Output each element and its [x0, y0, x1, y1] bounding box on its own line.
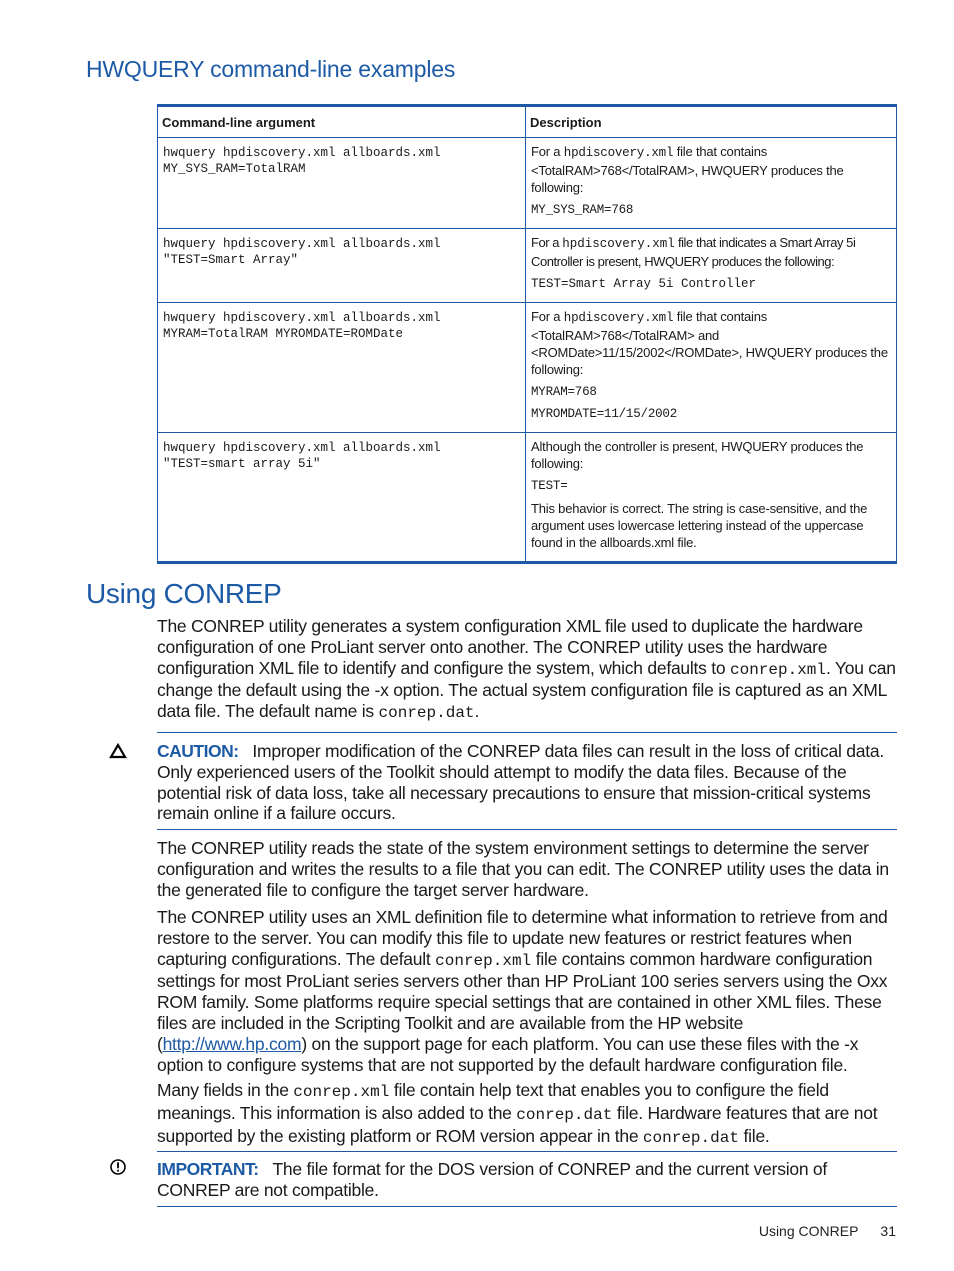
section-heading-hwquery-examples: HWQUERY command-line examples: [86, 56, 456, 82]
table-row: [158, 433, 897, 563]
important-bottom-divider: [157, 1206, 897, 1207]
hp-website-link[interactable]: http://www.hp.com: [162, 1033, 302, 1054]
command-argument-cell: [158, 138, 526, 229]
important-text: The file format for the DOS version of CONREP and the current version of CONREP are not compatible.: [157, 1159, 828, 1200]
command-line: hwquery hpdiscovery.xml allboards.xml: [163, 146, 441, 160]
important-top-divider: [157, 1151, 897, 1152]
important-label: IMPORTANT:: [157, 1159, 259, 1179]
command-argument-cell: [158, 303, 526, 433]
description-text: Although the controller is present, HWQUERY produces the following:: [531, 439, 864, 471]
table-row: [158, 138, 897, 229]
description-cell: [526, 433, 897, 563]
page-number: 31: [880, 1223, 896, 1239]
conrep-reads-paragraph: The CONREP utility reads the state of the system environment settings to determine the server configuration and writes the results to a file that you can edit. The CONREP utility uses the data in the generated file to configure the target server hardware.: [157, 838, 889, 900]
description-cell: [526, 138, 897, 229]
caution-triangle-icon: [108, 742, 128, 760]
description-note: This behavior is correct. The string is case-sensitive, and the argument uses lowercase lettering instead of the uppercase found in the allboards.xml file.: [531, 501, 868, 550]
conrep-definition-paragraph: The CONREP utility uses an XML definition file to determine what information to retrieve from and restore to the server. You can modify this file to update new features or restrict features when capturing configurations. The default conrep.xml file contains common hardware configuration settings for most ProLiant series servers other than HP ProLiant 100 series servers using the Oxx ROM family. Some platforms require special settings that are contained in other XML files. These files are included in the Scripting Toolkit and are available from the HP website (http://www.hp.com) on the support page for each platform. You can use these files with the -x option to configure systems that are not supported by the default hardware configuration file.: [157, 907, 888, 1075]
output-line: MY_SYS_RAM=768: [531, 203, 634, 217]
hwquery-examples-table: [157, 104, 897, 564]
description-text: For a hpdiscovery.xml file that contains <TotalRAM>768</TotalRAM>, HWQUERY produces the following:: [531, 144, 844, 195]
caution-top-divider: [157, 732, 897, 733]
column-header-argument: Command-line argument: [158, 106, 526, 138]
column-header-description: Description: [526, 106, 897, 138]
section-heading-using-conrep: Using CONREP: [86, 578, 282, 609]
command-line: hwquery hpdiscovery.xml allboards.xml: [163, 441, 441, 455]
command-line: MY_SYS_RAM=TotalRAM: [163, 162, 306, 176]
conrep-intro-paragraph: The CONREP utility generates a system configuration XML file used to duplicate the hardware configuration of one ProLiant server onto another. The CONREP utility uses the hardware configuration XML file to identify and configure the system, which defaults to conrep.xml. You can change the default using the -x option. The actual system configuration file is captured as an XML data file. The default name is conrep.dat.: [157, 616, 896, 723]
caution-text: Improper modification of the CONREP data files can result in the loss of critical data. Only experienced users of the Toolkit should attempt to modify the data files. Because of the potential risk of data loss, take all necessary precautions to ensure that mission-critical systems remain online if a failure occurs.: [157, 741, 884, 824]
output-line: TEST=: [531, 479, 568, 493]
description-cell: [526, 229, 897, 303]
important-note: [157, 1159, 897, 1201]
caution-label: CAUTION:: [157, 741, 239, 761]
command-argument-cell: [158, 229, 526, 303]
table-header-row: [158, 106, 897, 138]
command-line: hwquery hpdiscovery.xml allboards.xml: [163, 237, 441, 251]
command-line: "TEST=smart array 5i": [163, 457, 321, 471]
output-line: MYRAM=768: [531, 385, 597, 399]
footer-section-title: Using CONREP: [758, 1223, 859, 1239]
caution-note: [157, 741, 897, 824]
output-line: TEST=Smart Array 5i Controller: [531, 277, 757, 291]
table-row: [158, 303, 897, 433]
command-line: hwquery hpdiscovery.xml allboards.xml: [163, 311, 441, 325]
command-line: "TEST=Smart Array": [163, 253, 299, 267]
command-argument-cell: [158, 433, 526, 563]
important-exclamation-icon: [109, 1158, 127, 1176]
table-row: [158, 229, 897, 303]
command-line: MYRAM=TotalRAM MYROMDATE=ROMDate: [163, 327, 404, 341]
caution-bottom-divider: [157, 829, 897, 830]
conrep-help-text-paragraph: Many fields in the conrep.xml file contain help text that enables you to configure the field meanings. This information is also added to the conrep.dat file. Hardware features that are not supported by the existing platform or ROM version appear in the conrep.dat file.: [157, 1080, 878, 1147]
output-line: MYROMDATE=11/15/2002: [531, 407, 678, 421]
description-text: For a hpdiscovery.xml file that indicates a Smart Array 5i Controller is present, HWQUERY produces the following:: [531, 235, 856, 269]
description-text: For a hpdiscovery.xml file that contains <TotalRAM>768</TotalRAM> and <ROMDate>11/15/2002</ROMDate>, HWQUERY produces the following:: [531, 309, 888, 377]
description-cell: [526, 303, 897, 433]
page-footer: [759, 1223, 896, 1239]
